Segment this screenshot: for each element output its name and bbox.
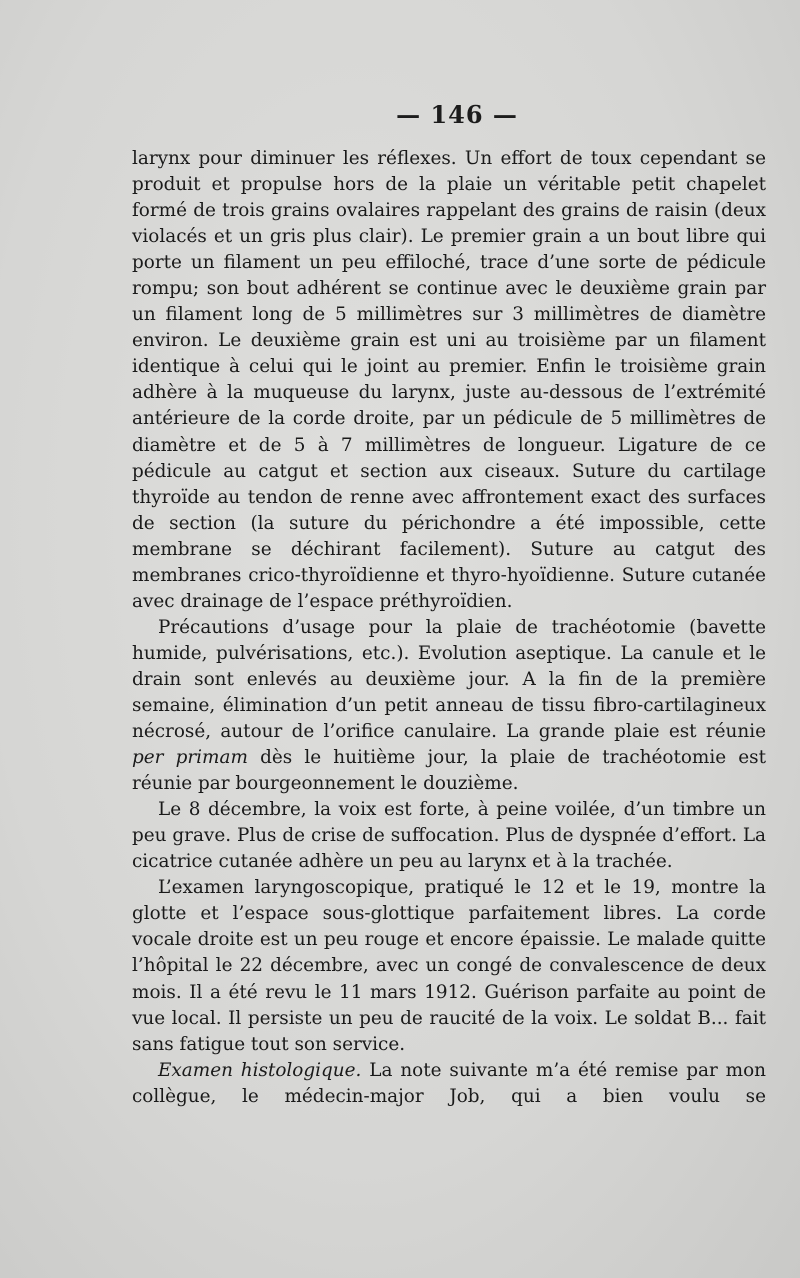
section-heading-examen-histologique: Examen histologique. (158, 1059, 362, 1081)
paragraph-2 (132, 615, 766, 797)
paragraph-2-tail: dès le huitième jour, la plaie de trachéotomie est réunie par bourgeonnement le douzième. (132, 747, 766, 795)
paragraph-1: larynx pour diminuer les réflexes. Un effort de toux cependant se produit et propulse hors de la plaie un véritable petit chapelet formé de trois grains ovalaires rappelant des grains de raisin (deux violacés et un gris plus clair). Le premier grain a un bout libre qui porte un filament un peu effiloché, trace d’une sorte de pédicule rompu; son bout adhérent se continue avec le deuxième grain par un filament long de 5 millimètres sur 3 millimètres de diamètre environ. Le deuxième grain est uni au troisième par un filament identique à celui qui le joint au premier. Enfin le troisième grain adhère à la muqueuse du larynx, juste au-dessous de l’extrémité antérieure de la corde droite, par un pédicule de 5 millimètres de diamètre et de 5 à 7 millimètres de longueur. Ligature de ce pédicule au catgut et section aux ciseaux. Suture du cartilage thyroïde au tendon de renne avec affrontement exact des surfaces de section (la suture du périchondre a été impossible, cette membrane se déchirant facilement). Suture au catgut des membranes crico-thyroïdienne et thyro-hyoïdienne. Suture cutanée avec drainage de l’espace préthyroïdien. (132, 148, 766, 612)
paragraph-3: Le 8 décembre, la voix est forte, à peine voilée, d’un timbre un peu grave. Plus de crise de suffocation. Plus de dyspnée d’effort. La cicatrice cutanée adhère un peu au larynx et à la trachée. (132, 799, 766, 873)
paragraph-5 (132, 1058, 766, 1110)
italic-per-primam: per primam (132, 747, 248, 769)
body-text (132, 146, 766, 1110)
paragraph-5-text: La note suivante m’a été remise par mon collègue, le médecin-major Job, qui a bien voulu se (132, 1059, 766, 1107)
paragraph-2-text: Précautions d’usage pour la plaie de trachéotomie (bavette humide, pulvérisations, etc.). Evolution aseptique. La canule et le drain sont enlevés au deuxième jour. A la fin de la première semaine, élimination d’un petit anneau de tissu fibro-cartilagineux nécrosé, autour de l’orifice canulaire. La grande plaie est réunie (132, 616, 766, 743)
paragraph-4: L’examen laryngoscopique, pratiqué le 12 et le 19, montre la glotte et l’espace sous-glottique parfaitement libres. La corde vocale droite est un peu rouge et encore épaissie. Le malade quitte l’hôpital le 22 décembre, avec un congé de convalescence de deux mois. Il a été revu le 11 mars 1912. Guérison parfaite au point de vue local. Il persiste un peu de raucité de la voix. Le soldat B... fait sans fatigue tout son service. (132, 877, 766, 1055)
page-number: — 146 — (396, 100, 518, 129)
